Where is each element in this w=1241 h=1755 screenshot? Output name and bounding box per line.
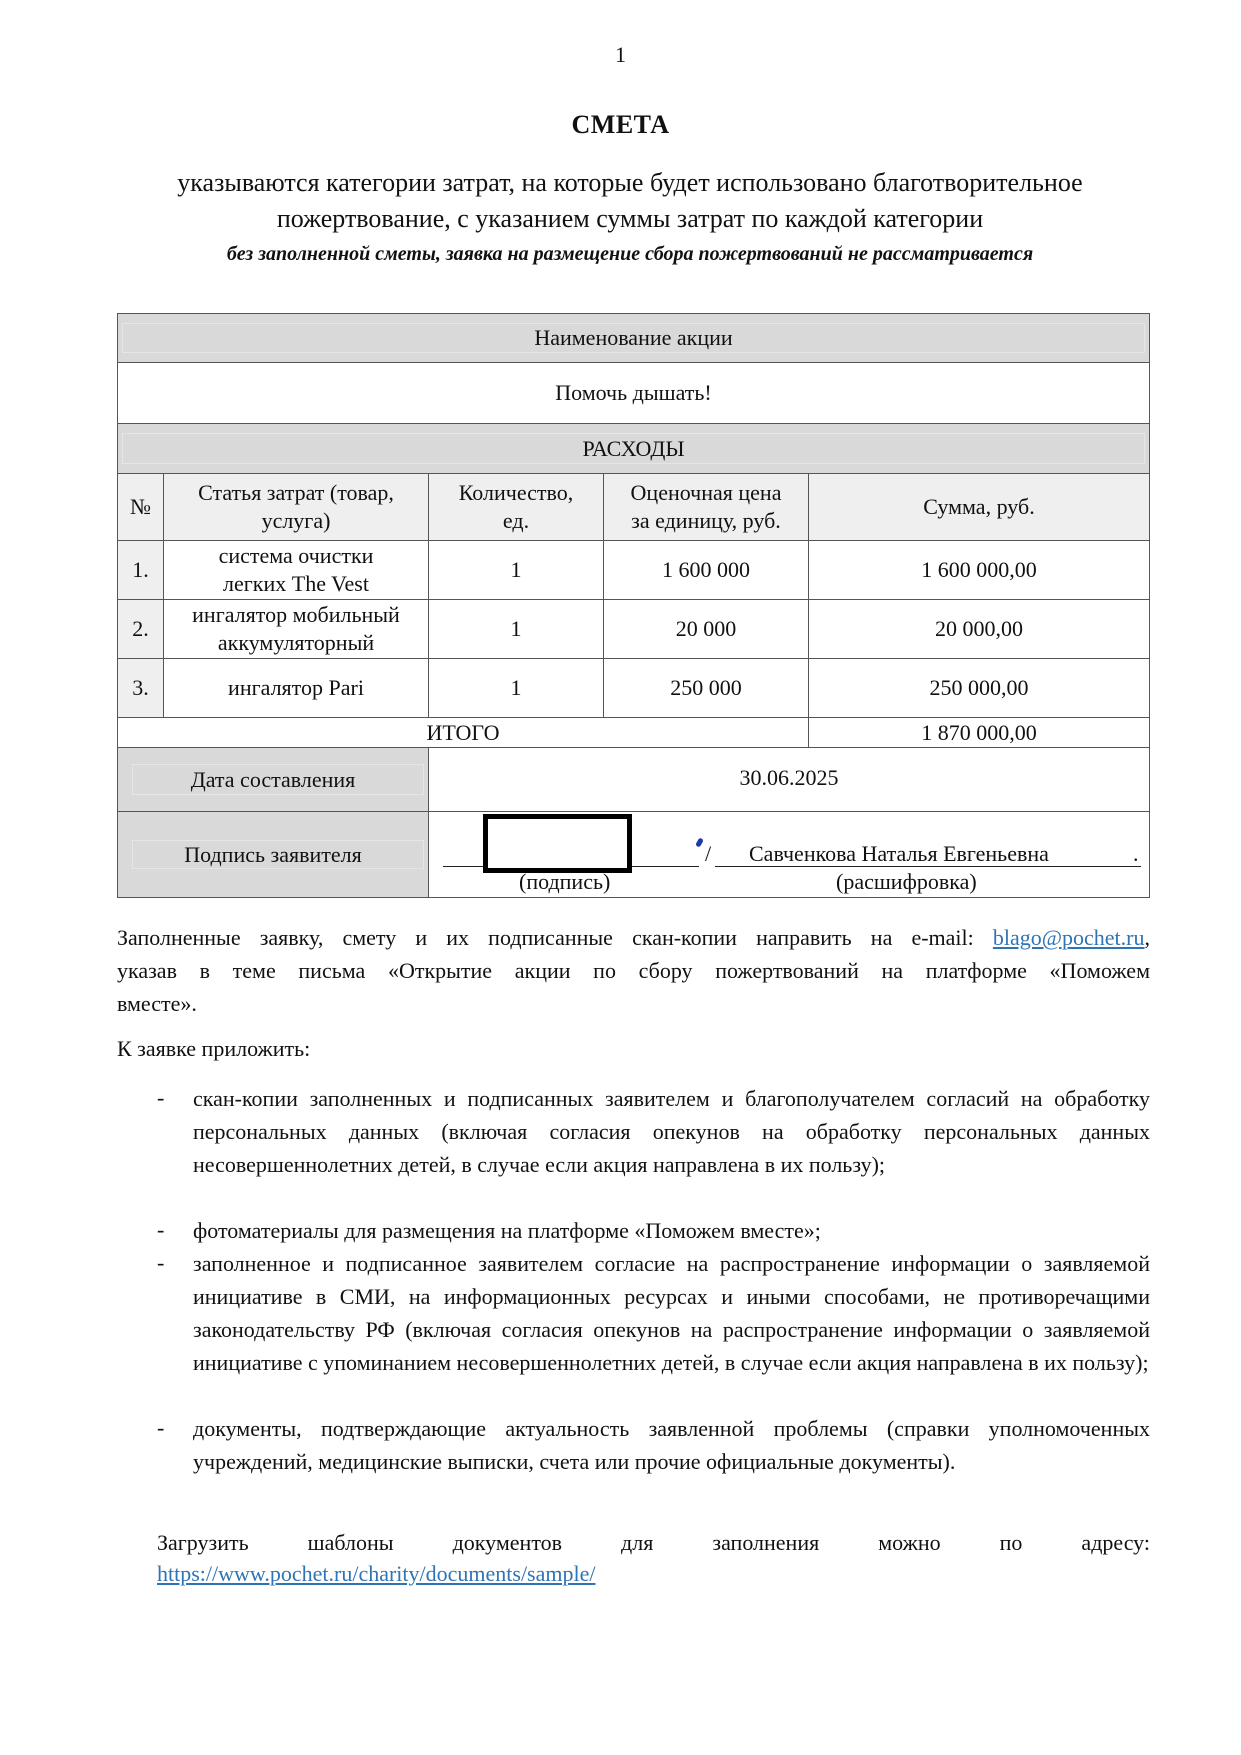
column-header-item-line2: услуга) (261, 508, 331, 533)
row-item-line1: ингалятор мобильный (192, 602, 400, 627)
signature-name: Савченкова Наталья Евгеньевна (749, 841, 1049, 866)
attach-label: К заявке приложить: (117, 1036, 311, 1061)
row-price: 1 600 000 (662, 557, 750, 582)
column-header-item (163, 473, 429, 541)
send-line-3: вместе». (117, 991, 197, 1016)
table-row-1-price (603, 540, 809, 600)
column-header-sum-label: Сумма, руб. (923, 494, 1035, 519)
bullet-marker: - (157, 1250, 165, 1275)
table-row-1-qty (428, 540, 604, 600)
table-row-2-num (117, 599, 164, 659)
date-value: 30.06.2025 (739, 764, 839, 790)
subtitle-line-2: пожертвование, с указанием суммы затрат по каждой категории (276, 204, 984, 233)
bullet-marker: - (157, 1085, 165, 1110)
signature-value-cell (428, 811, 1150, 898)
bullet-marker: - (157, 1415, 165, 1440)
bullet-item-4: документы, подтверждающие актуальность заявленной проблемы (справки уполномоченных учреждений, медицинские выписки, счета или прочие официальные документы). (193, 1416, 1150, 1474)
table-row-2-qty (428, 599, 604, 659)
send-text-comma: , (1144, 925, 1150, 950)
row-item-line2: аккумуляторный (217, 630, 375, 655)
action-name-value-cell (117, 362, 1150, 424)
total-value-cell (808, 717, 1150, 748)
decoding-caption: (расшифровка) (836, 869, 977, 894)
bullet-item-2: фотоматериалы для размещения на платформе «Поможем вместе»; (193, 1218, 821, 1243)
signature-label: Подпись заявителя (184, 841, 362, 867)
bullet-marker: - (157, 1217, 165, 1242)
row-sum: 250 000,00 (929, 675, 1029, 700)
total-label-cell (117, 717, 809, 748)
row-num: 2. (132, 616, 149, 641)
column-header-num-label: № (130, 494, 151, 519)
table-row-1-sum (808, 540, 1150, 600)
table-row-1-item (163, 540, 429, 600)
column-header-price (603, 473, 809, 541)
table-row-1-num (117, 540, 164, 600)
warning-note: без заполненной сметы, заявка на размещение сбора пожертвований не рассматривается (226, 243, 1034, 265)
table-row-2-sum (808, 599, 1150, 659)
column-header-item-line1: Статья затрат (товар, (198, 480, 394, 505)
signature-label-cell (117, 811, 429, 898)
action-name-label: Наименование акции (534, 325, 733, 350)
row-item-line1: ингалятор Pari (228, 675, 364, 700)
signature-slash: / (705, 841, 712, 866)
bullet-item-3: заполненное и подписанное заявителем согласие на распространение информации о заявляемой инициативе в СМИ, на информационных ресурсах и иными способами, не противоречащими законодательству РФ (включая согласия опекунов на распространение информации о заявляемой инициативе с упоминанием несовершеннолетних детей, в случае если акция направлена в их пользу); (193, 1251, 1150, 1375)
subtitle-line-1: указываются категории затрат, на которые будет использовано благотворительное (177, 168, 1083, 197)
table-row-3-qty (428, 658, 604, 718)
email-link[interactable]: blago@pochet.ru (992, 925, 1145, 950)
total-label: ИТОГО (426, 719, 500, 745)
action-name-value: Помочь дышать! (555, 380, 712, 405)
row-qty: 1 (510, 616, 522, 641)
table-row-2-price (603, 599, 809, 659)
document-subtitle (110, 165, 1150, 237)
table-row-3-price (603, 658, 809, 718)
action-name-header (117, 313, 1150, 363)
page-number: 1 (615, 42, 626, 67)
row-sum: 20 000,00 (935, 616, 1023, 641)
send-line-2: указав в теме письма «Открытие акции по сбору пожертвований на платформе «Поможем (117, 958, 1150, 983)
row-qty: 1 (510, 557, 522, 582)
row-num: 3. (132, 675, 149, 700)
expenses-label: РАСХОДЫ (582, 435, 685, 461)
redacted-signature (483, 814, 632, 873)
document-title: СМЕТА (571, 110, 670, 139)
column-header-qty (428, 473, 604, 541)
send-instructions (117, 921, 1150, 1020)
table-row-3-sum (808, 658, 1150, 718)
row-num: 1. (132, 557, 149, 582)
signature-ink-mark (695, 837, 704, 847)
column-header-qty-line1: Количество, (458, 480, 574, 505)
column-header-num (117, 473, 164, 541)
bullet-item-1: скан-копии заполненных и подписанных заявителем и благополучателем согласий на обработку персональных данных (включая согласия опекунов на обработку персональных данных несовершеннолетних детей, в случае если акция направлена в их пользу); (193, 1086, 1150, 1177)
row-sum: 1 600 000,00 (921, 557, 1037, 582)
expenses-header (117, 423, 1150, 474)
templates-text: Загрузить шаблоны документов для заполнения можно по адресу: (157, 1530, 1150, 1555)
date-label-cell (117, 747, 429, 812)
send-line-1 (117, 921, 1150, 954)
row-price: 250 000 (670, 675, 742, 700)
row-qty: 1 (510, 675, 522, 700)
table-row-3-num (117, 658, 164, 718)
signature-caption: (подпись) (519, 869, 611, 894)
date-value-cell (428, 747, 1150, 812)
column-header-price-line1: Оценочная цена (630, 480, 782, 505)
table-row-3-item (163, 658, 429, 718)
column-header-sum (808, 473, 1150, 541)
total-value: 1 870 000,00 (921, 719, 1037, 745)
signature-dot: . (1133, 841, 1139, 866)
row-price: 20 000 (675, 616, 737, 641)
date-label: Дата составления (190, 766, 356, 792)
send-text: Заполненные заявку, смету и их подписанные скан-копии направить на e-mail: (117, 925, 993, 950)
column-header-price-line2: за единицу, руб. (631, 508, 781, 533)
row-item-line2: легких The Vest (223, 571, 369, 596)
templates-link[interactable]: https://www.pochet.ru/charity/documents/sample/ (157, 1561, 596, 1586)
row-item-line1: система очистки (218, 543, 374, 568)
table-row-2-item (163, 599, 429, 659)
column-header-qty-line2: ед. (502, 508, 530, 533)
